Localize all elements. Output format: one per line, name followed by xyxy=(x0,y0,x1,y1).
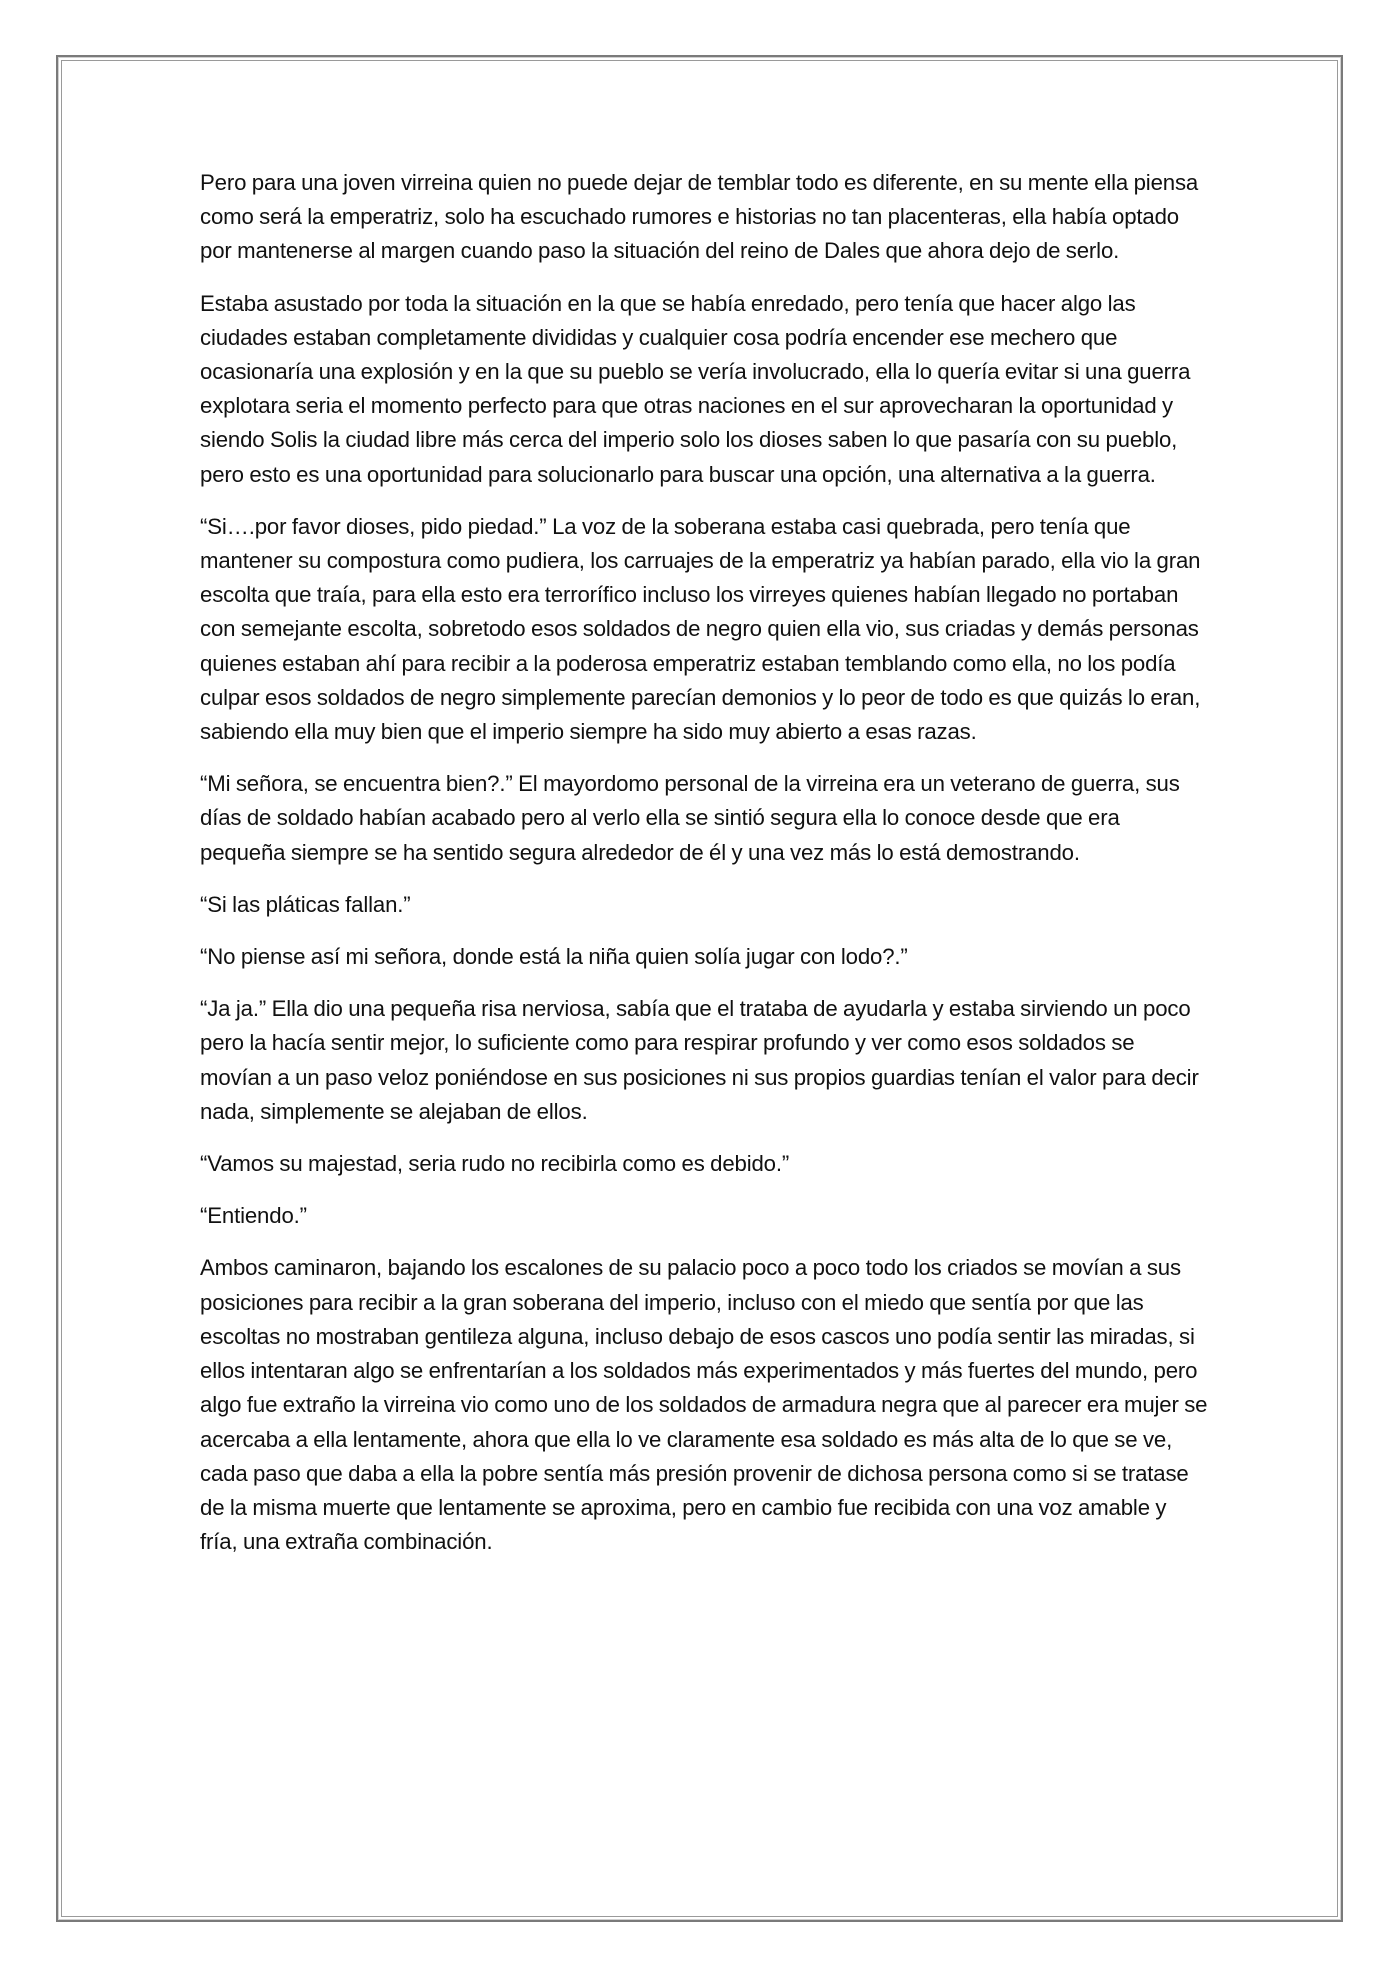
paragraph-3: “Si….por favor dioses, pido piedad.” La voz de la soberana estaba casi quebrada, pero tenía que mantener su compostura como pudiera, los carruajes de la emperatriz ya habían parado, ella vio la gran escolta que traía, para ella esto era terrorífico incluso los virreyes quienes habían llegado no portaban con semejante escolta, sobretodo esos soldados de negro quien ella vio, sus criadas y demás personas quienes estaban ahí para recibir a la poderosa emperatriz estaban temblando como ella, no los podía culpar esos soldados de negro simplemente parecían demonios y lo peor de todo es que quizás lo eran, sabiendo ella muy bien que el imperio siempre ha sido muy abierto a esas razas. xyxy=(200,513,1201,745)
paragraph-5: “Si las pláticas fallan.” xyxy=(200,891,411,917)
paragraph-2: Estaba asustado por toda la situación en la que se había enredado, pero tenía que hacer algo las ciudades estaban completamente divididas y cualquier cosa podría encender ese mechero que ocasionaría una explosión y en la que su pueblo se vería involucrado, ella lo quería evitar si una guerra explotara seria el momento perfecto para que otras naciones en el sur aprovecharan la oportunidad y siendo Solis la ciudad libre más cerca del imperio solo los dioses saben lo que pasaría con su pueblo, pero esto es una oportunidad para solucionarlo para buscar una opción, una alternativa a la guerra. xyxy=(200,290,1191,487)
paragraph-7: “Ja ja.” Ella dio una pequeña risa nerviosa, sabía que el trataba de ayudarla y estaba sirviendo un poco pero la hacía sentir mejor, lo suficiente como para respirar profundo y ver como esos soldados se movían a un paso veloz poniéndose en sus posiciones ni sus propios guardias tenían el valor para decir nada, simplemente se alejaban de ellos. xyxy=(200,996,1199,1124)
paragraph-8: “Vamos su majestad, seria rudo no recibirla como es debido.” xyxy=(200,1151,790,1177)
paragraph-9: “Entiendo.” xyxy=(200,1203,307,1229)
document-body xyxy=(200,166,1208,1577)
paragraph-1: Pero para una joven virreina quien no puede dejar de temblar todo es diferente, en su mente ella piensa como será la emperatriz, solo ha escuchado rumores e historias no tan placenteras, ella había optado por mantenerse al margen cuando paso la situación del reino de Dales que ahora dejo de serlo. xyxy=(200,170,1199,264)
paragraph-10: Ambos caminaron, bajando los escalones de su palacio poco a poco todo los criados se movían a sus posiciones para recibir a la gran soberana del imperio, incluso con el miedo que sentía por que las escoltas no mostraban gentileza alguna, incluso debajo de esos cascos uno podía sentir las miradas, si ellos intentaran algo se enfrentarían a los soldados más experimentados y más fuertes del mundo, pero algo fue extraño la virreina vio como uno de los soldados de armadura negra que al parecer era mujer se acercaba a ella lentamente, ahora que ella lo ve claramente esa soldado es más alta de lo que se ve, cada paso que daba a ella la pobre sentía más presión provenir de dichosa persona como si se tratase de la misma muerte que lentamente se aproxima, pero en cambio fue recibida con una voz amable y fría, una extraña combinación. xyxy=(200,1255,1208,1555)
paragraph-6: “No piense así mi señora, donde está la niña quien solía jugar con lodo?.” xyxy=(200,944,908,970)
paragraph-4: “Mi señora, se encuentra bien?.” El mayordomo personal de la virreina era un veterano de guerra, sus días de soldado habían acabado pero al verlo ella se sintió segura ella lo conoce desde que era pequeña siempre se ha sentido segura alrededor de él y una vez más lo está demostrando. xyxy=(200,771,1180,865)
